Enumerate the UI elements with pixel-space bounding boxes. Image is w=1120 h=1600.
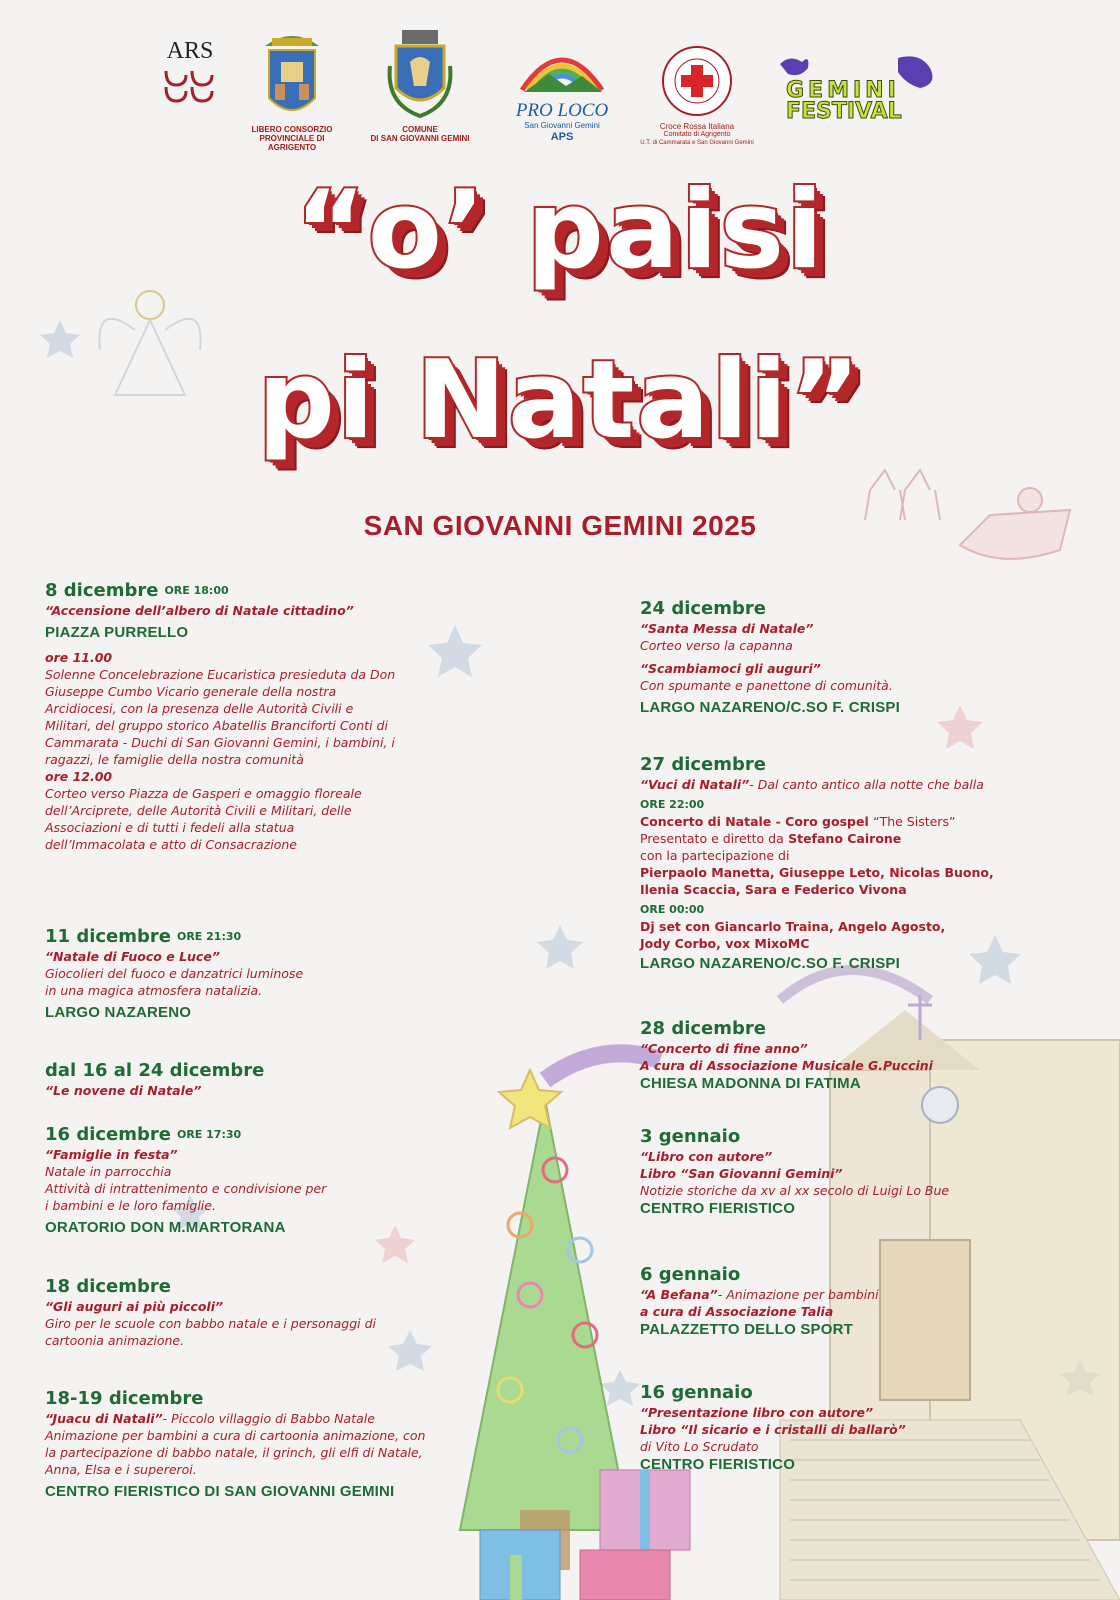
event-time-2: ore 11.00 <box>45 650 113 665</box>
ars-logo-text: ARS <box>166 38 214 64</box>
event-location: LARGO NAZARENO/C.SO F. CRISPI <box>640 955 900 972</box>
croce-rossa-line1: Croce Rossa Italiana <box>659 122 735 131</box>
event-title-2: “Scambiamoci gli auguri” <box>640 661 821 676</box>
event-title-desc: - Animazione per bambini <box>717 1287 879 1302</box>
event-date: 18 dicembre <box>45 1276 171 1297</box>
event-title-2: Libro “San Giovanni Gemini” <box>640 1166 843 1181</box>
event-date: 18-19 dicembre <box>45 1388 204 1409</box>
event-desc-line: Libro “Il sicario e i cristalli di ballarò” <box>640 1422 906 1437</box>
event-title-desc: - Dal canto antico alla notte che balla <box>749 777 984 792</box>
event-16-gennaio <box>640 1382 906 1475</box>
event-desc-line: A cura di Associazione Musicale G.Puccini <box>640 1058 933 1073</box>
event-desc-line: dell’Immacolata e atto di Consacrazione <box>45 837 297 852</box>
consorzio-logo <box>243 26 341 152</box>
croce-rossa-logo <box>632 44 762 147</box>
event-title: “Vuci di Natali”- Dal canto antico alla notte che balla <box>640 777 984 792</box>
event-desc-line: i bambini e le loro famiglie. <box>45 1198 216 1213</box>
gemini-festival-logo <box>780 58 940 122</box>
event-desc-line: Anna, Elsa e i supereroi. <box>45 1462 197 1477</box>
event-desc-line: Corteo verso Piazza de Gasperi e omaggio floreale <box>45 786 362 801</box>
proloco-logo <box>512 40 612 143</box>
event-title: “Concerto di fine anno” <box>640 1041 808 1056</box>
event-date: 24 dicembre <box>640 598 766 619</box>
concert-partecipation: con la partecipazione di <box>640 848 790 863</box>
performers-line: Pierpaolo Manetta, Giuseppe Leto, Nicolas Buono, <box>640 865 994 880</box>
event-desc-line: Corteo verso la capanna <box>640 638 793 653</box>
gemini-line2: FESTIVAL <box>786 99 902 124</box>
comune-crest-icon <box>382 26 458 120</box>
event-desc-line: la partecipazione di babbo natale, il grinch, gli elfi di Natale, <box>45 1445 423 1460</box>
event-time: ORE 17:30 <box>176 1128 242 1141</box>
event-title-desc: - Piccolo villaggio di Babbo Natale <box>162 1411 375 1426</box>
event-desc-line: in una magica atmosfera natalizia. <box>45 983 263 998</box>
event-date: 8 dicembre ORE 18:00 <box>45 580 229 601</box>
event-desc-line: Giuseppe Cumbo Vicario generale della nostra <box>45 684 337 699</box>
event-3-gennaio <box>640 1126 949 1219</box>
event-desc-line: di Vito Lo Scrudato <box>640 1439 759 1454</box>
event-title: “Presentazione libro con autore” <box>640 1405 874 1420</box>
event-title: “Libro con autore” <box>640 1149 773 1164</box>
event-desc-line: Associazioni e di tutti i fedeli alla statua <box>45 820 295 835</box>
event-desc-line: Giro per le scuole con babbo natale e i personaggi di <box>45 1316 377 1331</box>
event-date: 3 gennaio <box>640 1126 741 1147</box>
concert-name: “The Sisters” <box>873 814 956 829</box>
title-line-2: pi Natali” <box>257 338 863 463</box>
event-desc-line: Cammarata - Duchi di San Giovanni Gemini, i bambini, i <box>45 735 395 750</box>
event-18-dicembre <box>45 1276 376 1349</box>
event-location: CENTRO FIERISTICO <box>640 1200 796 1217</box>
event-desc-line: Natale in parrocchia <box>45 1164 172 1179</box>
event-location: CHIESA MADONNA DI FATIMA <box>640 1075 861 1092</box>
event-date: 16 gennaio <box>640 1382 753 1403</box>
proloco-rainbow-icon <box>514 40 610 96</box>
concert-title: Concerto di Natale - Coro gospel “The Sisters” <box>640 814 956 829</box>
event-desc-line: Arcidiocesi, con la presenza delle Autorità Civili e <box>45 701 354 716</box>
proloco-sub: San Giovanni Gemini <box>524 121 600 130</box>
event-location: CENTRO FIERISTICO DI SAN GIOVANNI GEMINI <box>45 1483 395 1500</box>
event-date: 16 dicembre ORE 17:30 <box>45 1124 242 1145</box>
event-location: CENTRO FIERISTICO <box>640 1456 796 1473</box>
event-desc-line: Attività di intrattenimento e condivisione per <box>45 1181 327 1196</box>
event-location: LARGO NAZARENO/C.SO F. CRISPI <box>640 699 900 716</box>
event-time: ORE 22:00 <box>640 798 705 811</box>
event-time-2: ORE 00:00 <box>640 903 705 916</box>
event-desc-line: Solenne Concelebrazione Eucaristica presieduta da Don <box>45 667 396 682</box>
event-time: ORE 21:30 <box>176 930 242 943</box>
event-date: 28 dicembre <box>640 1018 766 1039</box>
title-line-1: “o’ paisi <box>294 168 826 293</box>
event-desc-line: Notizie storiche da xv al xx secolo di Luigi Lo Bue <box>640 1183 950 1198</box>
event-location: LARGO NAZARENO <box>45 1004 192 1021</box>
subtitle: SAN GIOVANNI GEMINI 2025 <box>363 510 757 541</box>
performers-line: Ilenia Scaccia, Sara e Federico Vivona <box>640 882 907 897</box>
event-time: ORE 18:00 <box>164 584 229 597</box>
event-location: PALAZZETTO DELLO SPORT <box>640 1321 854 1338</box>
red-cross-icon <box>660 44 734 118</box>
event-title: “Accensione dell’albero di Natale cittadino” <box>45 603 354 618</box>
event-desc-line: a cura di Associazione Talia <box>640 1304 834 1319</box>
event-location: PIAZZA PURRELLO <box>45 624 189 641</box>
event-desc-line: Giocolieri del fuoco e danzatrici luminose <box>45 966 304 981</box>
event-6-gennaio <box>640 1264 879 1340</box>
event-18-19-dicembre <box>45 1388 425 1502</box>
comune-caption-2: DI SAN GIOVANNI GEMINI <box>370 134 470 143</box>
event-date: 6 gennaio <box>640 1264 741 1285</box>
event-27-dicembre <box>640 754 994 974</box>
event-desc-line: Militari, del gruppo storico Abatellis Branciforti Conti di <box>45 718 388 733</box>
consorzio-crest-icon <box>257 26 327 124</box>
event-title: “Natale di Fuoco e Luce” <box>45 949 220 964</box>
consorzio-caption: LIBERO CONSORZIO PROVINCIALE DI AGRIGENTO <box>251 125 333 152</box>
dj-line: Dj set con Giancarlo Traina, Angelo Agosto, <box>640 919 946 934</box>
concert-director: Presentato e diretto da Stefano Cairone <box>640 831 902 846</box>
event-8-dicembre <box>45 580 395 853</box>
event-desc-line: cartoonia animazione. <box>45 1333 185 1348</box>
event-24-dicembre <box>640 598 900 718</box>
comune-logo <box>350 26 490 143</box>
event-title: “Santa Messa di Natale” <box>640 621 814 636</box>
proloco-aps: APS <box>550 131 574 143</box>
proloco-name: PRO LOCO <box>515 100 609 121</box>
event-date: dal 16 al 24 dicembre <box>45 1060 265 1081</box>
event-title: “Le novene di Natale” <box>45 1083 202 1098</box>
event-11-dicembre <box>45 926 303 1023</box>
event-title: “Famiglie in festa” <box>45 1147 178 1162</box>
event-date: 11 dicembre ORE 21:30 <box>45 926 242 947</box>
ars-emblem-icon <box>162 67 218 105</box>
event-desc-line: dell’Arciprete, delle Autorità Civili e Militari, delle <box>45 803 352 818</box>
dj-line: Jody Corbo, vox MixoMC <box>640 936 810 951</box>
croce-rossa-line3: U.T. di Cammarata e San Giovanni Gemini <box>640 140 754 146</box>
event-28-dicembre <box>640 1018 933 1094</box>
director-name: Stefano Cairone <box>788 831 902 846</box>
event-desc-line: Animazione per bambini a cura di cartoonia animazione, con <box>45 1428 426 1443</box>
event-novene <box>45 1060 264 1099</box>
event-title: “Gli auguri ai più piccoli” <box>45 1299 224 1314</box>
comune-caption-1: COMUNE <box>402 125 438 134</box>
event-date: 27 dicembre <box>640 754 766 775</box>
event-location: ORATORIO DON M.MARTORANA <box>45 1219 286 1236</box>
event-desc-line: Con spumante e panettone di comunità. <box>640 678 893 693</box>
event-time-3: ore 12.00 <box>45 769 113 784</box>
event-desc-line: ragazzi, le famiglie della nostra comunità <box>45 752 304 767</box>
event-16-dicembre <box>45 1124 326 1238</box>
ars-logo <box>155 38 225 105</box>
event-title: “A Befana”- Animazione per bambini <box>640 1287 879 1302</box>
gemini-line1: GEMINI <box>786 78 900 103</box>
event-title: “Juacu di Natali”- Piccolo villaggio di Babbo Natale <box>45 1411 375 1426</box>
croce-rossa-line2: Comitato di Agrigento <box>663 131 731 138</box>
